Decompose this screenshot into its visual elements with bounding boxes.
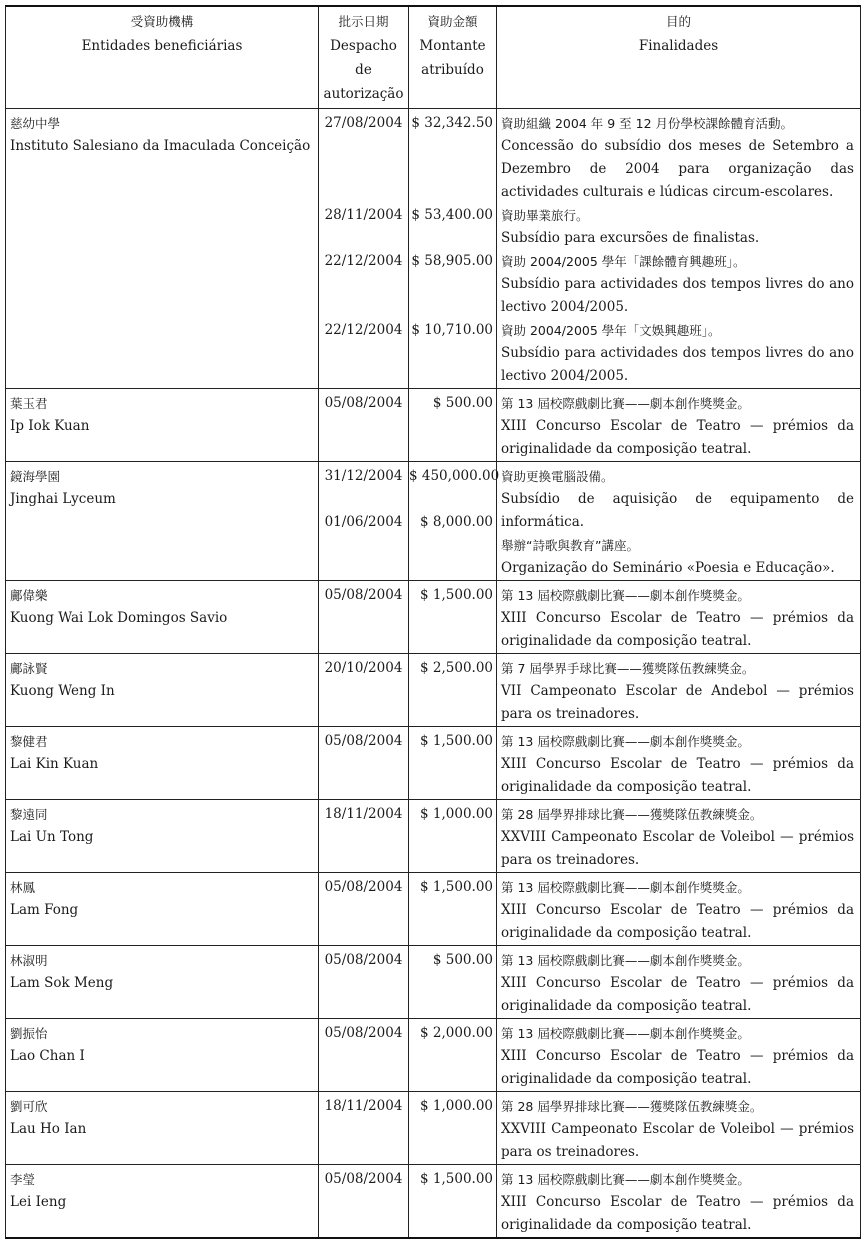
amount-cell xyxy=(409,1092,497,1165)
entity-name-zh: 劉振怡 xyxy=(10,1026,48,1041)
amount-cell xyxy=(409,873,497,946)
grant-purpose xyxy=(501,1168,854,1237)
header-purpose xyxy=(497,6,861,109)
header-amount xyxy=(409,6,497,109)
grant-date: 18/11/2004 xyxy=(324,806,403,822)
purpose-cell xyxy=(497,581,861,654)
grant-amount: $ 500.00 xyxy=(432,395,493,411)
date-cell xyxy=(319,1165,409,1239)
entity-name-zh: 鏡海學園 xyxy=(10,469,61,484)
date-cell xyxy=(319,654,409,727)
date-cell xyxy=(319,1092,409,1165)
entity-name-zh: 林鳳 xyxy=(10,880,36,895)
grant-amount: $ 1,500.00 xyxy=(420,587,493,603)
grant-purpose xyxy=(501,657,854,726)
purpose-zh: 第 7 屆學界手球比賽——獲獎隊伍教練獎金。 xyxy=(501,661,755,676)
grant-purpose xyxy=(501,319,854,388)
entity-name-pt: Lai Kin Kuan xyxy=(10,756,99,772)
amount-cell xyxy=(409,800,497,873)
date-cell xyxy=(319,1019,409,1092)
entity-cell xyxy=(6,109,319,389)
grant-amount: $ 450,000.00 xyxy=(409,468,500,484)
grants-table xyxy=(5,5,861,1239)
purpose-pt: VII Campeonato Escolar de Andebol — prémios para os treinadores. xyxy=(501,683,854,722)
entity-cell xyxy=(6,1019,319,1092)
grant-purpose xyxy=(501,204,854,250)
grant-purpose xyxy=(501,534,854,580)
date-cell xyxy=(319,389,409,462)
purpose-zh: 第 13 屆校際戲劇比賽——劇本創作獎獎金。 xyxy=(501,588,750,603)
header-amount-zh: 資助金額 xyxy=(427,14,478,29)
grant-purpose xyxy=(501,730,854,799)
amount-cell xyxy=(409,389,497,462)
purpose-zh: 第 13 屆校際戲劇比賽——劇本創作獎獎金。 xyxy=(501,953,750,968)
purpose-zh: 資助組織 2004 年 9 至 12 月份學校課餘體育活動。 xyxy=(501,116,794,131)
entity-name-zh: 黎健君 xyxy=(10,734,48,749)
entity-name-pt: Lau Ho Ian xyxy=(10,1121,87,1137)
grant-date: 05/08/2004 xyxy=(324,879,403,895)
purpose-pt: XIII Concurso Escolar de Teatro — prémios da originalidade da composição teatral. xyxy=(501,756,854,795)
grant-amount: $ 1,500.00 xyxy=(420,879,493,895)
grant-purpose xyxy=(501,250,854,319)
entity-cell xyxy=(6,462,319,581)
grant-purpose xyxy=(501,1095,854,1164)
entity-name-pt: Lei Ieng xyxy=(10,1194,67,1210)
entity-name-zh: 鄺詠賢 xyxy=(10,661,48,676)
purpose-cell xyxy=(497,727,861,800)
table-row xyxy=(6,581,861,654)
grant-date: 05/08/2004 xyxy=(324,733,403,749)
table-header-row xyxy=(6,6,861,109)
purpose-cell xyxy=(497,109,861,389)
purpose-pt: XIII Concurso Escolar de Teatro — prémios da originalidade da composição teatral. xyxy=(501,902,854,941)
grant-amount: $ 1,500.00 xyxy=(420,1171,493,1187)
grant-date: 05/08/2004 xyxy=(324,952,403,968)
grant-date: 01/06/2004 xyxy=(324,514,403,530)
grant-date: 20/10/2004 xyxy=(324,660,403,676)
entity-name-pt: Lam Fong xyxy=(10,902,79,918)
grant-purpose xyxy=(501,949,854,1018)
purpose-zh: 資助 2004/2005 學年「文娛興趣班」。 xyxy=(501,323,721,338)
amount-cell xyxy=(409,1165,497,1239)
grant-amount: $ 500.00 xyxy=(432,952,493,968)
grant-date: 22/12/2004 xyxy=(324,253,403,269)
grant-amount: $ 1,000.00 xyxy=(420,806,493,822)
entity-name-pt: Lam Sok Meng xyxy=(10,975,114,991)
date-cell xyxy=(319,946,409,1019)
purpose-zh: 第 13 屆校際戲劇比賽——劇本創作獎獎金。 xyxy=(501,734,750,749)
purpose-pt: XXVIII Campeonato Escolar de Voleibol — prémios para os treinadores. xyxy=(501,829,854,868)
table-row xyxy=(6,800,861,873)
purpose-zh: 第 13 屆校際戲劇比賽——劇本創作獎獎金。 xyxy=(501,1172,750,1187)
table-body xyxy=(6,109,861,1239)
table-row xyxy=(6,1019,861,1092)
entity-cell xyxy=(6,654,319,727)
grant-date: 05/08/2004 xyxy=(324,1171,403,1187)
header-date-zh: 批示日期 xyxy=(338,14,389,29)
table-row xyxy=(6,462,861,581)
grant-amount: $ 2,500.00 xyxy=(420,660,493,676)
table-row xyxy=(6,109,861,389)
grant-amount: $ 58,905.00 xyxy=(411,253,493,269)
amount-cell xyxy=(409,1019,497,1092)
entity-cell xyxy=(6,727,319,800)
purpose-pt: Concessão do subsídio dos meses de Setembro a Dezembro de 2004 para organização das actividades culturais e lúdicas circum-escolares. xyxy=(501,138,854,200)
purpose-cell xyxy=(497,1165,861,1239)
entity-cell xyxy=(6,800,319,873)
purpose-cell xyxy=(497,654,861,727)
purpose-cell xyxy=(497,946,861,1019)
purpose-zh: 第 13 屆校際戲劇比賽——劇本創作獎獎金。 xyxy=(501,880,750,895)
table-row xyxy=(6,389,861,462)
purpose-cell xyxy=(497,873,861,946)
grant-amount: $ 32,342.50 xyxy=(411,115,493,131)
purpose-pt: Subsídio para actividades dos tempos livres do ano lectivo 2004/2005. xyxy=(501,345,854,384)
grant-amount: $ 10,710.00 xyxy=(411,322,493,338)
grant-amount: $ 2,000.00 xyxy=(420,1025,493,1041)
grant-date: 22/12/2004 xyxy=(324,322,403,338)
purpose-pt: XIII Concurso Escolar de Teatro — prémios da originalidade da composição teatral. xyxy=(501,1194,854,1233)
entity-cell xyxy=(6,946,319,1019)
grant-amount: $ 1,500.00 xyxy=(420,733,493,749)
entity-name-zh: 黎遠同 xyxy=(10,807,48,822)
amount-cell xyxy=(409,946,497,1019)
entity-name-pt: Lao Chan I xyxy=(10,1048,85,1064)
grant-purpose xyxy=(501,1022,854,1091)
amount-cell xyxy=(409,727,497,800)
purpose-zh: 資助 2004/2005 學年「課餘體育興趣班」。 xyxy=(501,254,746,269)
purpose-zh: 資助更換電腦設備。 xyxy=(501,469,614,484)
header-date-pt-2: autorização xyxy=(323,86,404,102)
entity-name-zh: 葉玉君 xyxy=(10,396,48,411)
purpose-zh: 舉辦“詩歌與教育”講座。 xyxy=(501,538,639,553)
date-cell xyxy=(319,727,409,800)
header-amount-pt-2: atribuído xyxy=(421,62,484,78)
grant-purpose xyxy=(501,876,854,945)
purpose-cell xyxy=(497,389,861,462)
entity-cell xyxy=(6,1092,319,1165)
entity-name-zh: 鄺偉樂 xyxy=(10,588,48,603)
header-entity-zh: 受資助機構 xyxy=(130,14,194,29)
purpose-pt: Subsídio de aquisição de equipamento de informática. xyxy=(501,491,854,530)
purpose-cell xyxy=(497,800,861,873)
amount-cell xyxy=(409,109,497,389)
entity-name-pt: Kuong Wai Lok Domingos Savio xyxy=(10,610,228,626)
purpose-pt: XXVIII Campeonato Escolar de Voleibol — prémios para os treinadores. xyxy=(501,1121,854,1160)
entity-cell xyxy=(6,873,319,946)
amount-cell xyxy=(409,581,497,654)
header-date xyxy=(319,6,409,109)
entity-cell xyxy=(6,1165,319,1239)
entity-name-pt: Kuong Weng In xyxy=(10,683,115,699)
purpose-zh: 第 28 屆學界排球比賽——獲獎隊伍教練獎金。 xyxy=(501,1099,763,1114)
grant-amount: $ 53,400.00 xyxy=(411,207,493,223)
entity-name-zh: 慈幼中學 xyxy=(10,116,61,131)
purpose-zh: 第 28 屆學界排球比賽——獲獎隊伍教練獎金。 xyxy=(501,807,763,822)
purpose-cell xyxy=(497,1092,861,1165)
grant-purpose xyxy=(501,112,854,204)
date-cell xyxy=(319,462,409,581)
grant-purpose xyxy=(501,392,854,461)
purpose-zh: 第 13 屆校際戲劇比賽——劇本創作獎獎金。 xyxy=(501,396,750,411)
purpose-pt: XIII Concurso Escolar de Teatro — prémios da originalidade da composição teatral. xyxy=(501,975,854,1014)
purpose-pt: XIII Concurso Escolar de Teatro — prémios da originalidade da composição teatral. xyxy=(501,610,854,649)
grant-date: 05/08/2004 xyxy=(324,1025,403,1041)
table-row xyxy=(6,873,861,946)
grant-date: 27/08/2004 xyxy=(324,115,403,131)
date-cell xyxy=(319,800,409,873)
grant-date: 28/11/2004 xyxy=(324,207,403,223)
entity-name-zh: 林淑明 xyxy=(10,953,48,968)
date-cell xyxy=(319,109,409,389)
header-entity-pt: Entidades beneficiárias xyxy=(81,38,243,54)
header-entity xyxy=(6,6,319,109)
entity-name-zh: 劉可欣 xyxy=(10,1099,48,1114)
table-row xyxy=(6,727,861,800)
grant-purpose xyxy=(501,803,854,872)
purpose-cell xyxy=(497,462,861,581)
purpose-pt: Organização do Seminário «Poesia e Educação». xyxy=(501,560,835,576)
entity-name-zh: 李瑩 xyxy=(10,1172,36,1187)
entity-name-pt: Jinghai Lyceum xyxy=(10,491,116,507)
entity-name-pt: Instituto Salesiano da Imaculada Conceição xyxy=(10,138,311,154)
grant-date: 31/12/2004 xyxy=(324,468,403,484)
header-amount-pt-1: Montante xyxy=(419,38,486,54)
table-row xyxy=(6,946,861,1019)
amount-cell xyxy=(409,462,500,581)
amount-cell xyxy=(409,654,497,727)
table-row xyxy=(6,1165,861,1239)
grant-purpose xyxy=(501,584,854,653)
entity-cell xyxy=(6,581,319,654)
grant-purpose xyxy=(501,465,854,534)
header-purpose-pt: Finalidades xyxy=(638,38,719,54)
grant-amount: $ 1,000.00 xyxy=(420,1098,493,1114)
grant-amount: $ 8,000.00 xyxy=(420,514,493,530)
grant-date: 05/08/2004 xyxy=(324,395,403,411)
purpose-pt: Subsídio para actividades dos tempos livres do ano lectivo 2004/2005. xyxy=(501,276,854,315)
entity-name-pt: Ip Iok Kuan xyxy=(10,418,90,434)
purpose-pt: Subsídio para excursões de finalistas. xyxy=(501,230,760,246)
entity-cell xyxy=(6,389,319,462)
date-cell xyxy=(319,873,409,946)
purpose-pt: XIII Concurso Escolar de Teatro — prémios da originalidade da composição teatral. xyxy=(501,1048,854,1087)
purpose-zh: 第 13 屆校際戲劇比賽——劇本創作獎獎金。 xyxy=(501,1026,750,1041)
grant-date: 18/11/2004 xyxy=(324,1098,403,1114)
purpose-pt: XIII Concurso Escolar de Teatro — prémios da originalidade da composição teatral. xyxy=(501,418,854,457)
table-row xyxy=(6,654,861,727)
table-row xyxy=(6,1092,861,1165)
header-purpose-zh: 目的 xyxy=(665,14,691,29)
entity-name-pt: Lai Un Tong xyxy=(10,829,94,845)
purpose-cell xyxy=(497,1019,861,1092)
date-cell xyxy=(319,581,409,654)
grant-date: 05/08/2004 xyxy=(324,587,403,603)
header-date-pt-1: Despacho de xyxy=(330,38,397,78)
purpose-zh: 資助畢業旅行。 xyxy=(501,208,589,223)
